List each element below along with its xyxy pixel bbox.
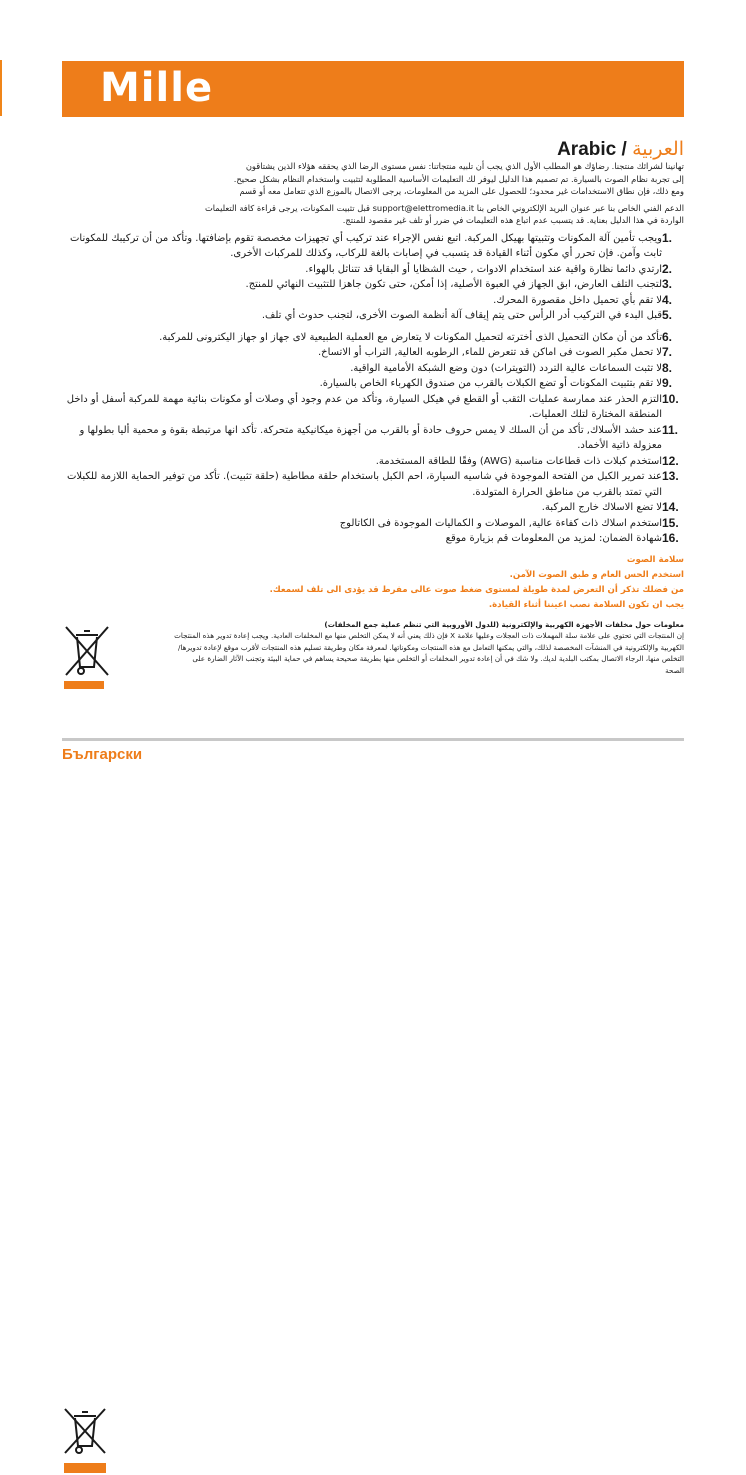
instruction-item xyxy=(62,308,684,324)
sound-safety-block xyxy=(62,553,684,613)
brand-title: Mille xyxy=(100,65,214,111)
item-text: ويجب تأمين آلة المكونات وتثبيتها بهيكل المركبة. اتبع نفس الإجراء عند تركيب أي تجهيزات مخصصة تقوم بإضافتها. وتأكد من أن تركيبك للمكونات ثابت وآمن. فإن تحرر أي مكون أثناء القيادة قد يتسبب في إصابات بالغة للركاب، وكذلك للمركبات الأخرى. xyxy=(69,232,662,259)
safety-line: استخدم الحس العام و طبق الصوت الآمن. xyxy=(509,569,684,580)
item-text: التزم الحذر عند ممارسة عمليات الثقب أو القطع في هيكل السيارة، وتأكد من عدم وجود أي وصلات أو مكونات بنائية مهمة للمركبة أسفل أو داخل المنطقة المختارة لتلك العمليات. xyxy=(66,393,662,420)
instruction-item xyxy=(62,392,684,423)
instruction-item xyxy=(62,423,684,454)
weee-disposal-notice xyxy=(62,619,684,677)
item-number: 13. xyxy=(662,469,679,483)
footer-orange-bar xyxy=(64,1463,106,1473)
item-text: استخدم كبلات ذات قطاعات مناسبة (AWG) وفقًا للطاقة المستخدمة. xyxy=(375,455,662,467)
intro-line: ومع ذلك، فإن نطاق الاستخدامات غير محدود؛ للحصول على المزيد من المعلومات، يرجى الاتصال بالموزع الذي تتعامل معه أو قسم xyxy=(239,186,684,196)
item-number: 12. xyxy=(662,453,679,468)
instruction-item xyxy=(62,262,684,278)
safety-line: يجب ان تكون السلامة نصب اعيننا أثناء القيادة. xyxy=(488,599,684,610)
next-section-heading: Български xyxy=(62,746,143,763)
intro-line: الدعم الفني الخاص بنا عبر عنوان البريد الإلكتروني الخاص بنا support@elettromedia.it قبل تثبيت المكونات، يرجى قراءة كافة التعليمات xyxy=(204,202,684,213)
arabic-section xyxy=(62,160,684,676)
item-text: لا تحمل مكبر الصوت فى اماكن قد تتعرض للماء, الرطوبه العالية, التراب أو الاتساخ. xyxy=(317,347,662,358)
instruction-list xyxy=(62,231,684,547)
item-text: عند حشد الأسلاك, تأكد من أن السلك لا يمس حروف حادة أو بالقرب من أجهزة ميكانيكية متحركة. تأكد انها مرتبطة بقوة و محمية أليا بطولها و معزولة ذاتية الأخماد. xyxy=(79,424,662,451)
instruction-item xyxy=(62,361,684,377)
item-number: 8. xyxy=(662,360,673,375)
safety-heading: سلامة الصوت xyxy=(626,554,684,565)
weee-line: التخلص منها، الرجاء الاتصال بمكتب البلدية لديك. ولا شك في أن إعادة تدوير المخلفات أو التخلص منها بطريقة صحيحة يساهم في حماية البيئة وتجنب الآثار الضارة على xyxy=(192,654,684,663)
crossed-out-wheelie-bin-icon xyxy=(62,623,112,679)
item-number: 4. xyxy=(662,292,673,307)
item-text: لا تضع الاسلاك خارج المركبة. xyxy=(541,502,662,513)
side-accent-mark xyxy=(0,60,2,116)
item-text: لتجنب التلف العارض، ابق الجهاز في العبوة الأصلية، إذا أمكن، حتى تكون جاهزا للتثبيت النهائي للمنتج. xyxy=(245,279,662,290)
instruction-item xyxy=(62,516,684,532)
item-number: 3. xyxy=(662,277,673,291)
item-text: استخدم اسلاك ذات كفاءة عالية, الموصلات و الكماليات الموجودة فى الكاتالوج xyxy=(339,517,662,529)
intro-line: الواردة في هذا الدليل بعناية. قد يتسبب عدم اتباع هذه التعليمات في ضرر أو تلف غير مقصود للمنتج. xyxy=(342,215,684,225)
item-number: 7. xyxy=(662,345,673,359)
intro-line: تهانينا لشرائك منتجنا. رضاؤك هو المطلب الأول الذي يجب أن تلبيه منتجاتنا: نفس مستوى الرضا الذي يحققه هؤلاء الذين يشتاقون xyxy=(245,161,684,171)
crossed-out-wheelie-bin-icon xyxy=(62,1406,108,1456)
weee-title: معلومات حول مخلفات الأجهزة الكهربية والإلكترونية (للدول الأوروبية التي تنظم عملية جمع المخلفات) xyxy=(324,619,684,629)
item-text: عند تمرير الكبل من الفتحة الموجودة في شاسيه السيارة، احم الكبل باستخدام حلقة مطاطية (حلقة تثبيت). تأكد من توفير الحماية اللازمة للكبلات التي تمتد بالقرب من مناطق الحرارة المتولدة. xyxy=(66,471,662,498)
instruction-item xyxy=(62,330,684,346)
instruction-item xyxy=(62,293,684,309)
language-heading xyxy=(557,138,684,161)
section-divider xyxy=(62,738,684,741)
intro-paragraph xyxy=(62,160,684,227)
item-number: 11. xyxy=(662,422,679,437)
weee-line: إن المنتجات التي تحتوي على علامة سلة المهملات ذات العجلات وعليها علامة X فإن ذلك يعني أنه لا يمكن التخلص منها مع المخلفات العادية. ويجب إعادة تدوير هذه المنتجات xyxy=(174,631,684,640)
item-number: 14. xyxy=(662,500,679,514)
instruction-item xyxy=(62,231,684,262)
item-number: 9. xyxy=(662,376,673,390)
language-arabic: العربية xyxy=(632,139,684,160)
instruction-item xyxy=(62,500,684,516)
instruction-item xyxy=(62,345,684,361)
item-text: شهادة الضمان: لمزيد من المعلومات قم بزيارة موقع xyxy=(445,533,662,544)
item-number: 15. xyxy=(662,515,679,530)
item-text: لا تثبت السماعات عالية التردد (التويترات) دون وضع الشبكة الأمامية الواقية. xyxy=(350,362,662,374)
item-number: 10. xyxy=(662,391,679,406)
weee-line: الصحة xyxy=(665,665,684,675)
instruction-item xyxy=(62,376,684,392)
item-number: 2. xyxy=(662,261,673,276)
instruction-item xyxy=(62,469,684,500)
item-number: 6. xyxy=(662,329,673,344)
language-english: Arabic / xyxy=(557,139,633,160)
safety-line: من فضلك تذكر أن التعرض لمدة طويلة لمستوى ضغط صوت عالى مفرط قد يؤدى الى تلف لسمعك. xyxy=(269,584,684,595)
instruction-item xyxy=(62,277,684,293)
instruction-item xyxy=(62,531,684,547)
item-number: 5. xyxy=(662,308,673,322)
intro-line: إلى تجربة نظام الصوت بالسيارة. تم تصميم هذا الدليل ليوفر لك التعليمات الأساسية المطلوبة لتثبيت واستخدام النظام بشكل صحيح. xyxy=(233,173,684,184)
item-text: تأكد من أن مكان التحميل الذى أخترته لتحميل المكونات لا يتعارض مع العملية الطبيعية لاى جهاز او جهاز اليكترونى للمركبة. xyxy=(159,331,662,343)
brand-banner xyxy=(62,61,684,117)
instruction-item xyxy=(62,454,684,470)
item-number: 1. xyxy=(662,230,673,245)
item-text: ارتدي دائما نظارة واقية عند استخدام الادوات , حيث الشظايا أو البقايا قد تتناثل بالهواء. xyxy=(305,263,662,275)
item-text: لا تقم بأي تحميل داخل مقصورة المحرك. xyxy=(493,294,662,306)
item-number: 16. xyxy=(662,531,679,545)
weee-line: الكهربية والإلكترونية في المنشآت المخصصة لذلك، والتي يمكنها التعامل مع هذه المنتجات ومكوناتها. لمعرفة مكان وطريقة تسليم هذه المنتجات لأقرب موقع لإعادة تدويرها/ xyxy=(178,642,684,652)
weee-orange-bar xyxy=(64,681,104,689)
item-text: لا تقم بتثبيت المكونات أو تضع الكبلات بالقرب من صندوق الكهرباء الخاص بالسيارة. xyxy=(319,378,662,389)
item-text: قبل البدء في التركيب أدر الرأس حتى يتم إيقاف آلة أنظمة الصوت الأخرى، لتجنب حدوث أي تلف. xyxy=(261,310,662,321)
